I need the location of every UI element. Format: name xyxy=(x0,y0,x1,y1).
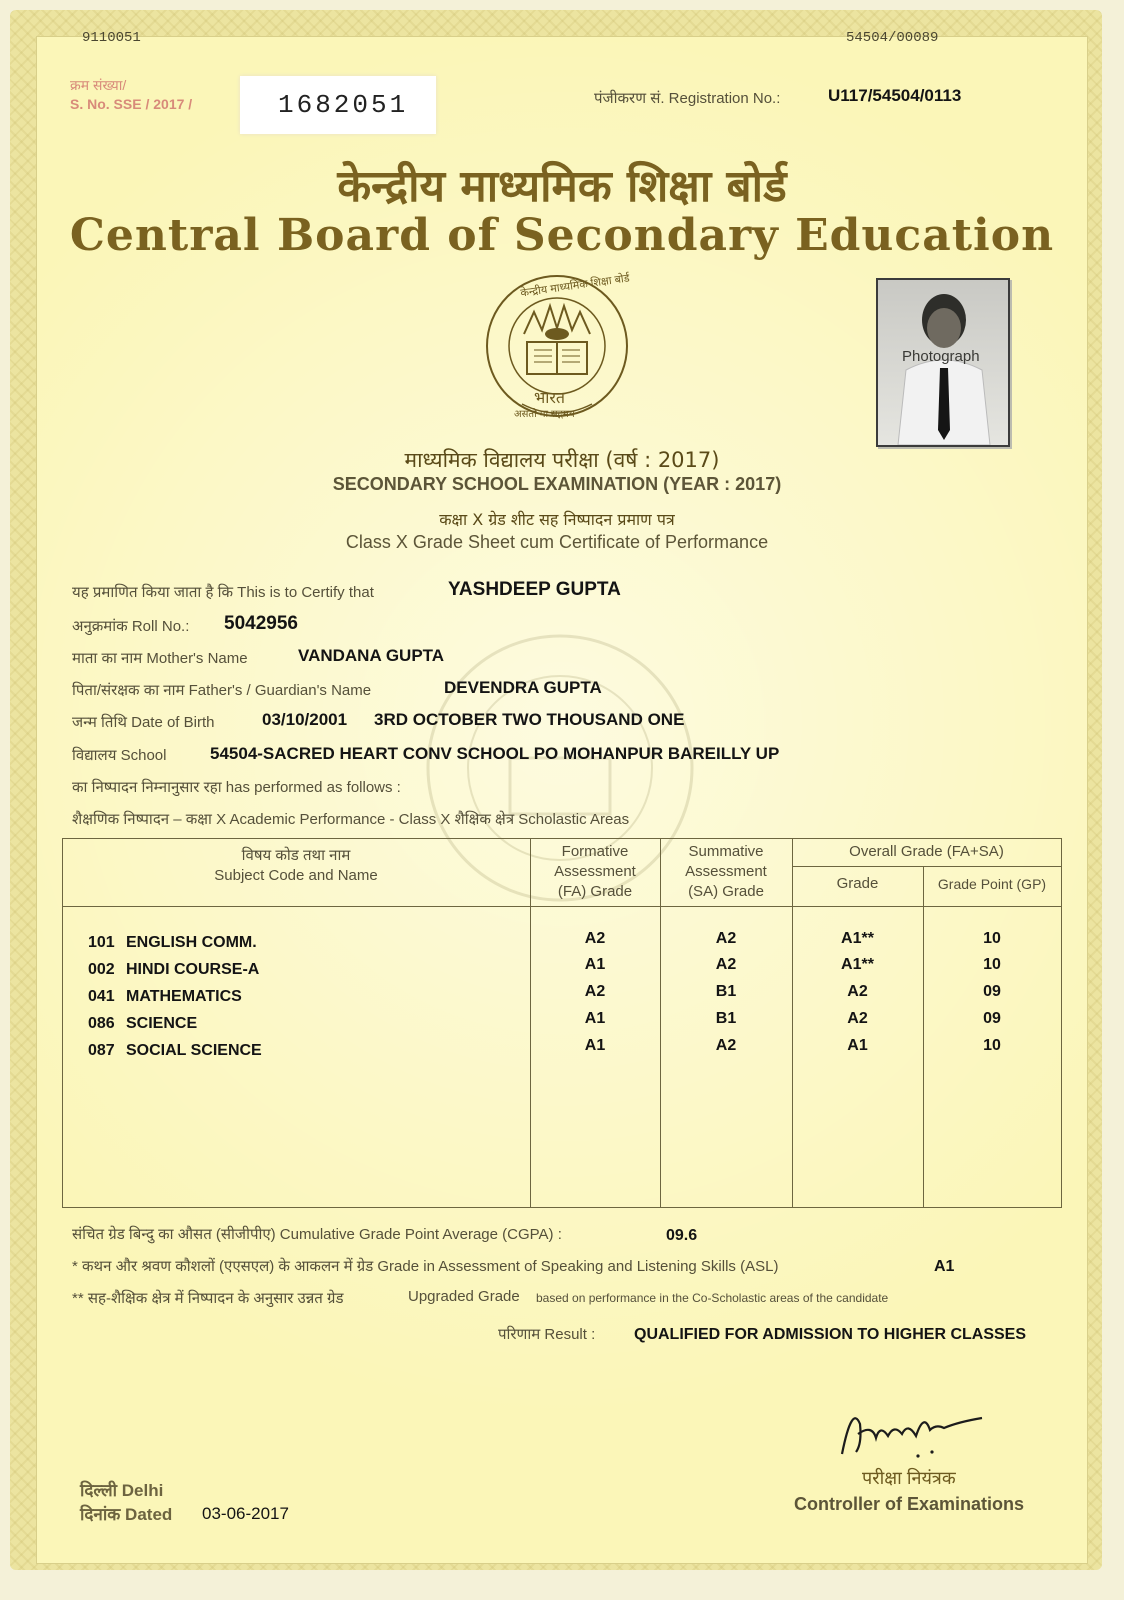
photo-label: Photograph xyxy=(902,348,980,365)
header-fa-line1: Formative xyxy=(561,843,629,860)
roll-label: अनुक्रमांक Roll No.: xyxy=(72,618,190,635)
subject-name: HINDI COURSE-A xyxy=(126,961,260,978)
controller-signature xyxy=(832,1394,992,1474)
header-grade-point: Grade Point (GP) xyxy=(937,876,1047,892)
header-fa-line3: (FA) Grade xyxy=(557,883,633,900)
header-sa-line2: Assessment xyxy=(685,863,767,880)
dob-value: 03/10/2001 xyxy=(262,710,348,729)
grade-point: 10 xyxy=(983,1037,1001,1054)
controller-title-hindi: परीक्षा नियंत्रक xyxy=(862,1468,956,1488)
subject-code: 002 xyxy=(88,961,115,978)
dob-words: 3RD OCTOBER TWO THOUSAND ONE xyxy=(374,710,685,729)
subject-name: MATHEMATICS xyxy=(126,988,242,1005)
seal-middle-text: भारत xyxy=(534,390,566,407)
grade-point: 10 xyxy=(983,930,1001,947)
asl-grade: A1 xyxy=(934,1258,955,1275)
header-subject: Subject Code and Name xyxy=(214,867,378,884)
candidate-name: YASHDEEP GUPTA xyxy=(448,579,621,600)
sa-grade: B1 xyxy=(715,1010,737,1027)
performed-label: का निष्पादन निम्नानुसार रहा has performed as follows : xyxy=(72,779,401,796)
school-name: 54504-SACRED HEART CONV SCHOOL PO MOHANPUR BAREILLY UP xyxy=(210,744,780,763)
asl-label: * कथन और श्रवण कौशलों (एएसएल) के आकलन में ग्रेड Grade in Assessment of Speaking and Listening Skills (ASL) xyxy=(72,1258,779,1275)
sheet-title-hindi: कक्षा X ग्रेड शीट सह निष्पादन प्रमाण पत्र xyxy=(439,510,675,529)
subject-code: 086 xyxy=(88,1015,115,1032)
upgraded-grade-note: based on performance in the Co-Scholastic areas of the candidate xyxy=(536,1291,889,1305)
academic-performance-label: शैक्षणिक निष्पादन – कक्षा X Academic Performance - Class X शैक्षिक क्षेत्र Scholastic Areas xyxy=(72,811,630,828)
result-label: परिणाम Result : xyxy=(498,1326,596,1343)
sa-grade: A2 xyxy=(715,956,737,973)
table-divider xyxy=(62,906,1061,907)
subject-code: 101 xyxy=(88,934,115,951)
grade-point: 10 xyxy=(983,956,1001,973)
exam-title-english: SECONDARY SCHOOL EXAMINATION (YEAR : 2017) xyxy=(332,474,782,494)
serial-number: 1682051 xyxy=(278,90,409,120)
school-label: विद्यालय School xyxy=(72,747,167,764)
mother-label: माता का नाम Mother's Name xyxy=(72,650,248,667)
registration-label: पंजीकरण सं. Registration No.: xyxy=(594,90,781,107)
cgpa-label: संचित ग्रेड बिन्दु का औसत (सीजीपीए) Cumulative Grade Point Average (CGPA) : xyxy=(72,1226,562,1243)
left-code: 9110051 xyxy=(82,30,141,46)
board-title-english: Central Board of Secondary Education xyxy=(69,210,1055,261)
serial-label-en: S. No. SSE / 2017 / xyxy=(70,96,193,112)
issue-date: 03-06-2017 xyxy=(202,1504,289,1523)
fa-grade: A1 xyxy=(584,956,606,973)
seal-bottom-text: असतो मा सद्गमय xyxy=(514,409,575,420)
seal-top-text: केन्द्रीय माध्यमिक शिक्षा बोर्ड xyxy=(519,272,631,300)
subject-code: 041 xyxy=(88,988,115,1005)
exam-title-hindi: माध्यमिक विद्यालय परीक्षा (वर्ष : 2017) xyxy=(404,448,720,472)
header-sa-line3: (SA) Grade xyxy=(688,883,764,900)
subject-name: SOCIAL SCIENCE xyxy=(126,1042,262,1059)
fa-grade: A1 xyxy=(584,1037,606,1054)
sa-grade: B1 xyxy=(715,983,737,1000)
grade-point: 09 xyxy=(983,983,1001,1000)
result-value: QUALIFIED FOR ADMISSION TO HIGHER CLASSES xyxy=(634,1326,1027,1343)
certify-label: यह प्रमाणित किया जाता है कि This is to Certify that xyxy=(72,584,374,601)
mother-name: VANDANA GUPTA xyxy=(298,646,445,665)
dob-label: जन्म तिथि Date of Birth xyxy=(72,714,215,731)
header-subject-hindi: विषय कोड तथा नाम xyxy=(241,847,351,864)
grade-point: 09 xyxy=(983,1010,1001,1027)
table-divider xyxy=(792,866,1061,867)
subject-code: 087 xyxy=(88,1042,115,1059)
fa-grade: A2 xyxy=(584,930,606,947)
header-grade: Grade xyxy=(836,875,879,892)
subject-name: ENGLISH COMM. xyxy=(126,934,257,951)
overall-grade: A1** xyxy=(841,956,874,973)
roll-number: 5042956 xyxy=(224,613,298,634)
place: दिल्ली Delhi xyxy=(80,1481,164,1500)
header-overall: Overall Grade (FA+SA) xyxy=(849,843,1004,860)
upgraded-grade-hindi: ** सह-शैक्षिक क्षेत्र में निष्पादन के अनुसार उन्नत ग्रेड xyxy=(72,1290,344,1307)
dated-label: दिनांक Dated xyxy=(80,1505,173,1524)
header-fa-line2: Assessment xyxy=(554,863,636,880)
sa-grade: A2 xyxy=(715,1037,737,1054)
overall-grade: A1 xyxy=(847,1037,868,1054)
overall-grade: A2 xyxy=(847,983,868,1000)
fa-grade: A1 xyxy=(584,1010,606,1027)
serial-label-hi: क्रम संख्या/ xyxy=(70,77,127,93)
cgpa-value: 09.6 xyxy=(666,1227,698,1244)
father-name: DEVENDRA GUPTA xyxy=(444,678,602,697)
upgraded-grade-label: Upgraded Grade xyxy=(408,1288,520,1305)
father-label: पिता/संरक्षक का नाम Father's / Guardian's Name xyxy=(72,682,372,699)
overall-grade: A2 xyxy=(847,1010,868,1027)
registration-number: U117/54504/0113 xyxy=(828,86,962,105)
fa-grade: A2 xyxy=(584,983,606,1000)
candidate-photo xyxy=(876,278,1010,447)
controller-title: Controller of Examinations xyxy=(794,1494,1025,1514)
sa-grade: A2 xyxy=(715,930,737,947)
subject-name: SCIENCE xyxy=(126,1015,198,1032)
sheet-title-english: Class X Grade Sheet cum Certificate of Performance xyxy=(345,532,769,552)
board-title-hindi: केन्द्रीय माध्यमिक शिक्षा बोर्ड xyxy=(337,161,787,212)
right-code: 54504/00089 xyxy=(846,30,939,46)
overall-grade: A1** xyxy=(841,930,874,947)
header-sa-line1: Summative xyxy=(688,843,764,860)
